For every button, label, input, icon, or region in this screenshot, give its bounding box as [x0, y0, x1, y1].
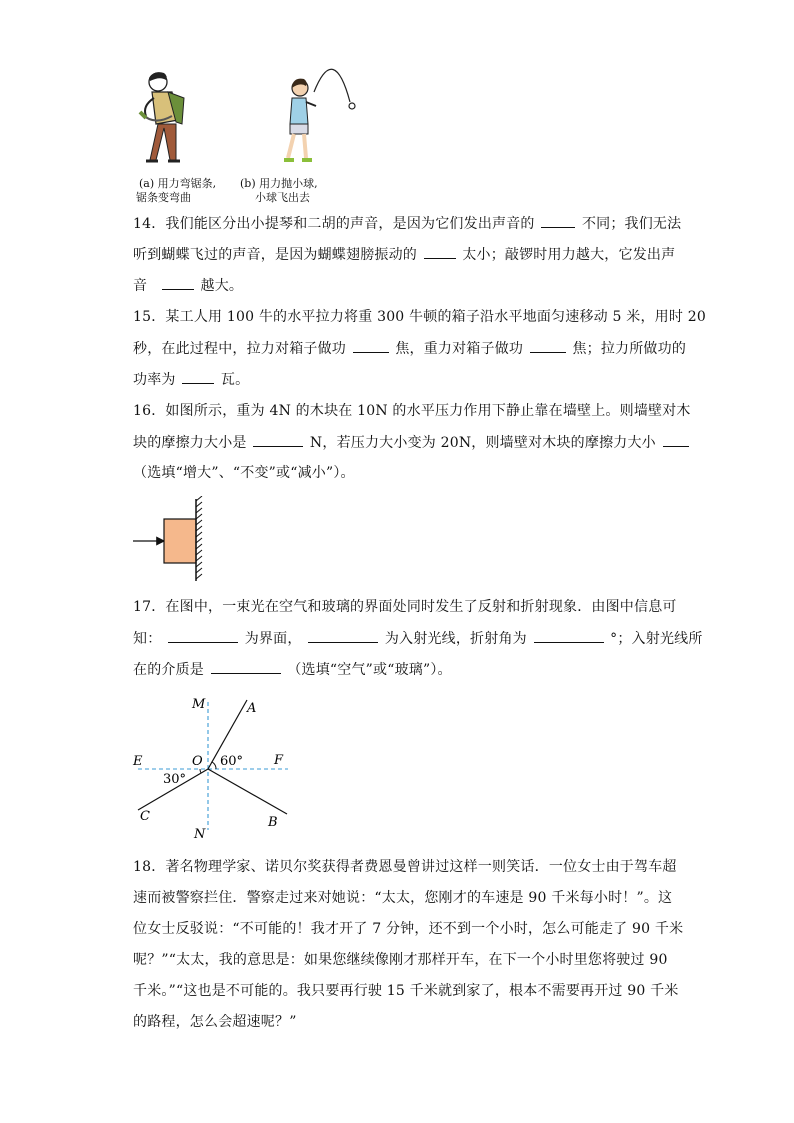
q14-text: 14．我们能区分出小提琴和二胡的声音，是因为它们发出声音的 [133, 216, 535, 232]
q15-line3 [133, 369, 249, 390]
q18-line2: 速而被警察拦住．警察走过来对她说：“太太，您刚才的车速是 90 千米每小时！”。这 [133, 890, 673, 906]
q15-blank-3[interactable] [182, 369, 214, 384]
q15-line1: 15．某工人用 100 牛的水平拉力将重 300 牛顿的箱子沿水平地面匀速移动 5 米，用时 20 [133, 309, 706, 325]
figure-man-bending-saw [132, 68, 202, 168]
label-e: E [133, 754, 143, 769]
q18-line6: 的路程，怎么会超速呢？” [133, 1014, 297, 1030]
q15-text: 秒，在此过程中，拉力对箱子做功 [133, 341, 346, 357]
q16-text: 块的摩擦力大小是 [133, 435, 247, 451]
angle-arc-60 [212, 762, 216, 769]
q18-line4: 呢？”“太太，我的意思是：如果您继续像刚才那样开车，在下一个小时里您将驶过 90 [133, 952, 668, 968]
ray-ob [208, 769, 287, 814]
q16-blank-2[interactable] [663, 432, 689, 447]
label-a: A [247, 701, 257, 716]
q15-blank-1[interactable] [353, 338, 389, 353]
q18-line1: 18．著名物理学家、诺贝尔奖获得者费恩曼曾讲过这样一则笑话．一位女士由于驾车超 [133, 859, 677, 875]
q14-text: 太小；敲锣时用力越大，它发出声 [462, 247, 676, 263]
q17-blank-4[interactable] [211, 659, 281, 674]
q17-text: 为入射光线，折射角为 [384, 631, 527, 647]
label-n: N [194, 827, 206, 842]
label-f: F [274, 753, 284, 768]
figure-boy-throwing-ball [276, 62, 366, 172]
q17-text: °；入射光线所 [610, 631, 703, 647]
q16-line1: 16．如图所示，重为 4N 的木块在 10N 的水平压力作用下静止靠在墙壁上。则墙壁对木 [133, 403, 691, 419]
q14-blank-2[interactable] [424, 244, 456, 259]
q17-blank-2[interactable] [308, 628, 378, 643]
label-angle-30: 30° [163, 772, 187, 787]
label-o: O [192, 754, 203, 769]
q17-text: 为界面， [244, 631, 302, 647]
q14-text: 越大。 [200, 278, 244, 294]
q15-text: 功率为 [133, 372, 176, 388]
q16-line3: （选填“增大”、“不变”或“减小”）。 [133, 465, 355, 481]
q17-text: （选填“空气”或“玻璃”）。 [287, 662, 452, 678]
q16-line2 [133, 432, 691, 453]
q17-line1: 17．在图中，一束光在空气和玻璃的界面处同时发生了反射和折射现象．由图中信息可 [133, 599, 677, 615]
label-m: M [192, 697, 206, 712]
q18-line5: 千米。”“这也是不可能的。我只要再行驶 15 千米就到家了，根本不需要再开过 90 千米 [133, 983, 679, 999]
q14-blank-3[interactable] [162, 275, 194, 290]
q14-line2 [133, 244, 675, 265]
label-angle-60: 60° [220, 754, 244, 769]
caption-b-line2: 小球飞出去 [255, 191, 310, 204]
q18-line3: 位女士反驳说：“不可能的！我才开了 7 分钟，还不到一个小时，怎么可能走了 90 千米 [133, 921, 684, 937]
q14-text: 听到蝴蝶飞过的声音，是因为蝴蝶翅膀振动的 [133, 247, 417, 263]
q14-line3 [133, 275, 243, 296]
q17-text: 在的介质是 [133, 662, 204, 678]
q14-blank-1[interactable] [541, 213, 575, 228]
q14-text: 不同；我们无法 [581, 216, 682, 232]
q16-text: N，若压力大小变为 20N，则墙壁对木块的摩擦力大小 [309, 435, 656, 451]
q15-blank-2[interactable] [530, 338, 566, 353]
caption-a-line1: (a) 用力弯锯条, [139, 177, 217, 190]
q17-text: 知： [133, 631, 162, 647]
q16-blank-1[interactable] [253, 432, 303, 447]
figure-light-reflection-refraction [128, 690, 298, 842]
q15-text: 焦，重力对箱子做功 [395, 341, 524, 357]
label-c: C [140, 809, 150, 824]
q17-line3 [133, 659, 452, 680]
q17-blank-1[interactable] [168, 628, 238, 643]
q15-text: 瓦。 [220, 372, 250, 388]
q17-blank-3[interactable] [534, 628, 604, 643]
angle-arc-30 [200, 769, 201, 773]
q14-line1 [133, 213, 681, 234]
caption-a-line2: 锯条变弯曲 [136, 191, 191, 204]
q17-line2 [133, 628, 703, 649]
q14-text: 音 [133, 278, 148, 294]
q15-line2 [133, 338, 686, 359]
q15-text: 焦；拉力所做功的 [572, 341, 687, 357]
figure-block-on-wall [130, 496, 210, 586]
caption-b-line1: (b) 用力抛小球, [240, 177, 318, 190]
label-b: B [268, 815, 278, 830]
